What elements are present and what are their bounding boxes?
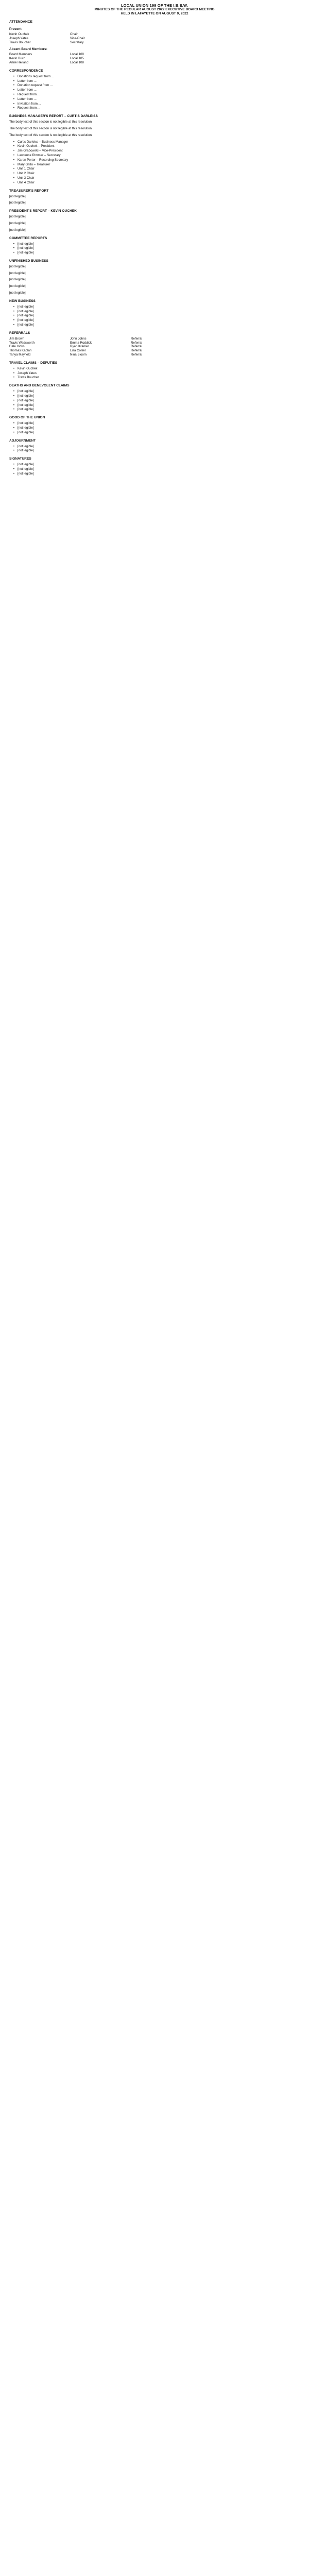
business-manager-bullet-0: • Curtis Darleiss – Business Manager [9,140,300,144]
adjournment-section [9,439,300,453]
business-manager-bullet-4: • Karen Porter – Recording Secretary [9,158,300,162]
treasurer-line-2: [not legible] [9,201,26,205]
absent-name-2: Anne Heiland [9,60,29,64]
referral-right-2: Referral [131,345,143,349]
treasurer-section [9,189,300,206]
referral-middle-0: John Johns [70,336,87,341]
unfinished-line-2: [not legible] [9,271,26,275]
present-name-0: Kevin Ouchek [9,32,29,36]
bullet-icon: • [13,323,14,327]
bullet-icon: • [13,101,14,106]
referral-left-0: Jim Brown [9,336,24,341]
absent-name-0: Board Members [9,53,32,57]
presidents-line-2: [not legible] [9,221,26,225]
correspondence-item-2: • Donation request from ... [9,83,300,88]
business-manager-bullet-7: • Unit 2 Chair [9,172,300,176]
unfinished-line-4: [not legible] [9,284,26,289]
bullet-icon: • [13,158,14,162]
business-manager-para-3: The body text of this section is not legible at this resolution. [9,133,93,137]
bullet-icon: • [13,389,14,394]
present-role-1: Vice-Chair [70,36,85,40]
business-manager-bullet-5: • Mary Grillo – Treasurer [9,163,300,167]
unfinished-line-1: [not legible] [9,264,26,268]
absent-list [9,53,300,64]
new-business-section [9,299,300,327]
new-business-heading: NEW BUSINESS [9,299,36,303]
new-business-item-3: • [not legible] [9,318,300,323]
committees-item-2: • [not legible] [9,251,300,255]
correspondence-item-1: • Letter from ... [9,79,300,83]
good-of-union-item-2: • [not legible] [9,431,300,435]
bullet-icon: • [13,162,14,166]
deaths-item-2: • [not legible] [9,399,300,403]
bullet-icon: • [13,106,14,110]
adjournment-item-1: • [not legible] [9,449,300,453]
bullet-icon: • [13,83,14,88]
present-name-2: Travis Boucher [9,40,31,44]
bullet-icon: • [13,314,14,318]
bullet-icon: • [13,408,14,412]
good-of-union-section [9,416,300,434]
bullet-icon: • [13,444,14,448]
referral-left-1: Travis Wadsworth [9,341,35,345]
new-business-item-2: • [not legible] [9,314,300,318]
bullet-icon: • [13,88,14,92]
bullet-icon: • [13,97,14,101]
good-of-union-item-1: • [not legible] [9,426,300,430]
business-manager-bullet-8: • Unit 3 Chair [9,176,300,180]
signatures-item-2: • [not legible] [9,472,300,476]
deaths-item-4: • [not legible] [9,408,300,412]
business-manager-bullet-3: • Lawrence Rimmer – Secretary [9,154,300,158]
referral-left-3: Thomas Kaplan [9,349,32,353]
committees-item-0: • [not legible] [9,242,300,246]
adjournment-item-0: • [not legible] [9,445,300,449]
referral-middle-4: Nina Bloom [70,353,87,357]
committees-section [9,236,300,255]
travel-claims-section [9,361,300,380]
business-manager-bullet-1: • Kevin Ouchek – President [9,144,300,148]
minutes-date: HELD IN LAFAYETTE ON AUGUST 9, 2022 [121,12,188,15]
business-manager-bullet-2: • Jim Grabowski – Vice-President [9,149,300,153]
referral-right-3: Referral [131,349,143,353]
deaths-heading: DEATHS AND BENEVOLENT CLAIMS [9,384,70,388]
absent-name-1: Kevin Buch [9,57,26,61]
correspondence-item-6: • Invitation from ... [9,102,300,106]
bullet-icon: • [13,79,14,83]
bullet-icon: • [13,426,14,430]
bullet-icon: • [13,371,14,375]
travel-claims-item-1: • Joseph Yates [9,371,300,376]
attendance-heading: ATTENDANCE [9,20,32,24]
presidents-line-1: [not legible] [9,215,26,219]
deaths-item-1: • [not legible] [9,394,300,398]
bullet-icon: • [13,149,14,153]
business-manager-heading: BUSINESS MANAGER'S REPORT – CURTIS DARLEISS [9,114,98,118]
travel-claims-item-2: • Travis Boucher [9,376,300,380]
presidents-line-3: [not legible] [9,228,26,232]
unfinished-line-5: [not legible] [9,291,26,295]
referral-right-1: Referral [131,341,143,345]
bullet-icon: • [13,421,14,426]
bullet-icon: • [13,74,14,78]
travel-claims-item-0: • Kevin Ouchek [9,367,300,371]
bullet-icon: • [13,144,14,148]
adjournment-heading: ADJOURNMENT [9,438,36,443]
signatures-item-0: • [not legible] [9,463,300,467]
present-role-0: Chair [70,32,78,36]
correspondence-heading: CORRESPONDENCE [9,69,43,73]
business-manager-section [9,114,300,184]
absent-local-0: Local 100 [70,53,84,57]
business-manager-bullet-9: • Unit 4 Chair [9,181,300,185]
referral-middle-3: Lisa Collier [70,349,86,353]
new-business-item-4: • [not legible] [9,323,300,327]
signatures-heading: SIGNATURES [9,457,31,461]
unfinished-section [9,259,300,295]
treasurer-heading: TREASURER'S REPORT [9,189,49,193]
bullet-icon: • [13,153,14,157]
absent-label: Absent Board Members: [9,47,47,52]
referral-right-4: Referral [131,353,143,357]
bullet-icon: • [13,92,14,96]
unfinished-line-3: [not legible] [9,278,26,282]
presidents-heading: PRESIDENT'S REPORT – KEVIN OUCHEK [9,209,77,213]
new-business-item-1: • [not legible] [9,310,300,314]
correspondence-item-7: • Request from ... [9,106,300,110]
deaths-section [9,384,300,412]
presidents-section [9,209,300,232]
committees-item-1: • [not legible] [9,246,300,250]
minutes-title: MINUTES OF THE REGULAR AUGUST 2022 EXECUTIVE BOARD MEETING [94,8,215,11]
bullet-icon: • [13,467,14,471]
document-header [0,0,309,16]
correspondence-section [9,69,300,110]
bullet-icon: • [13,376,14,380]
bullet-icon: • [13,449,14,453]
bullet-icon: • [13,172,14,176]
present-role-2: Secretary [70,40,84,44]
business-manager-bullet-6: • Unit 1 Chair [9,167,300,171]
deaths-item-3: • [not legible] [9,403,300,408]
bullet-icon: • [13,403,14,407]
attendance-section [9,20,300,65]
bullet-icon: • [13,251,14,255]
correspondence-item-4: • Request from ... [9,93,300,97]
signatures-section [9,457,300,476]
referral-middle-2: Ryan Kramer [70,345,89,349]
present-list [9,32,300,44]
bullet-icon: • [13,471,14,476]
business-manager-para-2: The body text of this section is not legible at this resolution. [9,126,93,130]
committees-heading: COMMITTEE REPORTS [9,236,47,240]
bullet-icon: • [13,430,14,434]
bullet-icon: • [13,140,14,144]
correspondence-item-5: • Letter from ... [9,97,300,101]
new-business-item-0: • [not legible] [9,305,300,309]
deaths-item-0: • [not legible] [9,389,300,394]
referral-left-4: Tanya Mayfield [9,353,31,357]
present-name-1: Joseph Yates [9,36,28,40]
unfinished-heading: UNFINISHED BUSINESS [9,259,48,263]
good-of-union-item-0: • [not legible] [9,421,300,426]
travel-claims-heading: TRAVEL CLAIMS – DEPUTIES [9,361,58,365]
bullet-icon: • [13,246,14,250]
present-label: Present: [9,27,23,31]
bullet-icon: • [13,180,14,184]
referrals-grid [9,337,300,357]
signatures-item-1: • [not legible] [9,467,300,471]
bullet-icon: • [13,463,14,467]
referrals-heading: REFERRALS [9,331,30,335]
bullet-icon: • [13,304,14,309]
referral-middle-1: Emma Roddick [70,341,92,345]
correspondence-item-3: • Letter from ... [9,88,300,92]
bullet-icon: • [13,242,14,246]
referrals-section [9,331,300,357]
good-of-union-heading: GOOD OF THE UNION [9,416,45,420]
bullet-icon: • [13,309,14,313]
absent-local-2: Local 108 [70,60,84,64]
absent-local-1: Local 105 [70,57,84,61]
treasurer-line-1: [not legible] [9,194,26,198]
business-manager-para-1: The body text of this section is not legible at this resolution. [9,120,93,124]
referral-left-2: Dale Hicks [9,345,25,349]
correspondence-item-0: • Donations request from ... [9,75,300,79]
org-name: LOCAL UNION 199 OF THE I.B.E.W. [121,3,188,8]
bullet-icon: • [13,167,14,171]
bullet-icon: • [13,398,14,402]
bullet-icon: • [13,394,14,398]
bullet-icon: • [13,176,14,180]
bullet-icon: • [13,318,14,323]
referral-right-0: Referral [131,336,143,341]
bullet-icon: • [13,366,14,370]
